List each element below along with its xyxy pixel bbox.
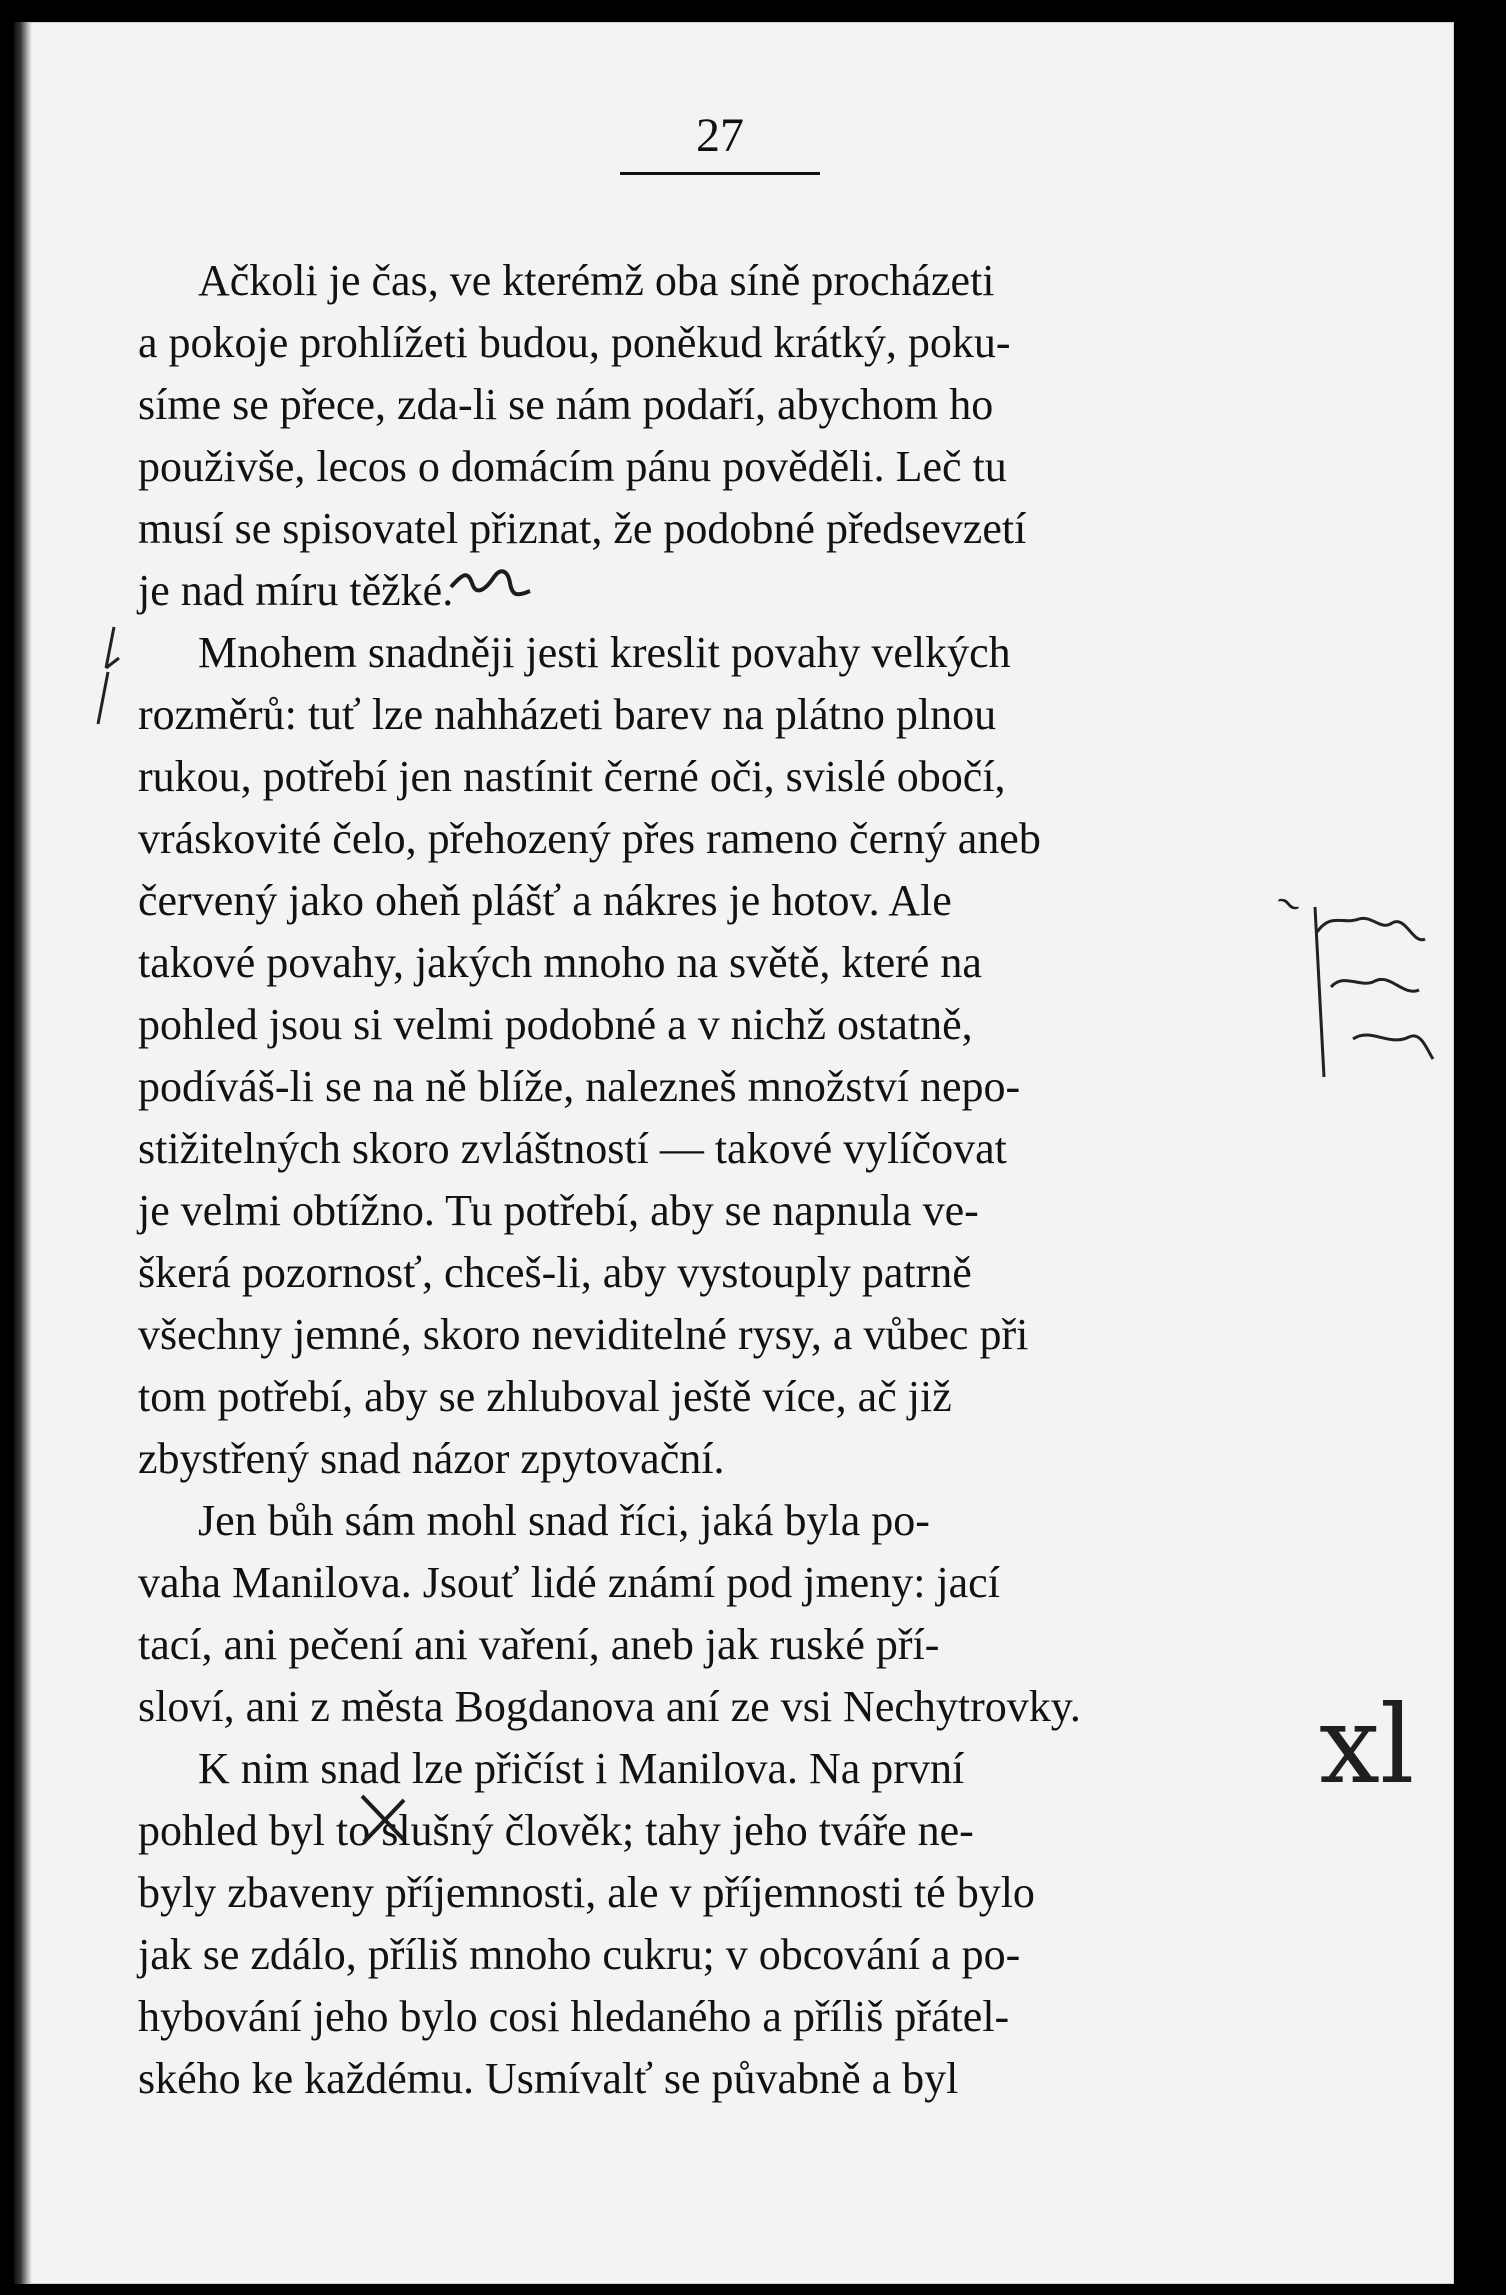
text-line-19: tom potřebí, aby se zhluboval ještě více, ač již [138,1372,952,1421]
page-left-edge [14,22,32,2284]
text-line-25: K nim snad lze přičíst i Manilova. Na první [198,1744,965,1793]
text-line-4: použivše, lecos o domácím pánu pověděli. Leč tu [138,442,1007,491]
text-line-27: byly zbaveny příjemnosti, ale v příjemnosti té bylo [138,1868,1035,1917]
text-line-15: stižitelných skoro zvláštností — takové vylíčovat [138,1124,1007,1173]
text-line-29: hybování jeho bylo cosi hledaného a příliš přátel- [138,1992,1010,2041]
text-line-13: pohled jsou si velmi podobné a v nichž ostatně, [138,1000,973,1049]
text-line-22: vaha Manilova. Jsouť lidé známí pod jmeny: jací [138,1558,1000,1607]
text-line-11: červený jako oheň plášť a nákres je hotov. Ale [138,876,952,925]
margin-note-2: xl [1319,1683,1415,1808]
text-line-21: Jen bůh sám mohl snad říci, jaká byla po- [198,1496,930,1545]
text-line-5: musí se spisovatel přiznat, že podobné předsevzetí [138,504,1027,553]
text-line-3: síme se přece, zda-li se nám podaří, abychom ho [138,380,994,429]
text-line-6: je nad míru těžké. [138,566,454,615]
text-line-9: rukou, potřebí jen nastínit černé oči, svislé obočí, [138,752,1006,801]
text-line-18: všechny jemné, skoro neviditelné rysy, a vůbec při [138,1310,1029,1359]
text-line-16: je velmi obtížno. Tu potřebí, aby se napnula ve- [138,1186,979,1235]
text-line-14: podíváš-li se na ně blíže, nalezneš množství nepo- [138,1062,1021,1111]
margin-note-1: ~ [1266,879,1311,929]
text-line-26: pohled byl to slušný člověk; tahy jeho tváře ne- [138,1806,974,1855]
book-page [14,22,1454,2284]
text-line-12: takové povahy, jakých mnoho na světě, které na [138,938,982,987]
text-line-20: zbystřený snad názor zpytovační. [138,1434,725,1483]
margin-mark-right [1309,897,1439,1107]
body-text [138,250,1288,2110]
margin-mark-left [84,622,144,742]
page-number-rule [620,172,820,175]
text-line-28: jak se zdálo, příliš mnoho cukru; v obcování a po- [138,1930,1021,1979]
text-line-7: Mnohem snadněji jesti kreslit povahy velkých [198,628,1011,677]
text-line-23: tací, ani pečení ani vaření, aneb jak ruské pří- [138,1620,940,1669]
text-line-24: sloví, ani z města Bogdanova aní ze vsi Nechytrovky. [138,1682,1081,1731]
text-line-8: rozměrů: tuť lze nahházeti barev na plátno plnou [138,690,997,739]
text-line-1: Ačkoli je čas, ve kterémž oba síně procházeti [198,256,995,305]
text-line-30: ského ke každému. Usmívalť se půvabně a byl [138,2054,959,2103]
text-line-17: škerá pozornosť, chceš-li, aby vystouply patrně [138,1248,972,1297]
page-number: 27 [696,109,744,162]
text-line-2: a pokoje prohlížeti budou, poněkud krátký, poku- [138,318,1011,367]
text-line-10: vráskovité čelo, přehozený přes rameno černý aneb [138,814,1041,863]
